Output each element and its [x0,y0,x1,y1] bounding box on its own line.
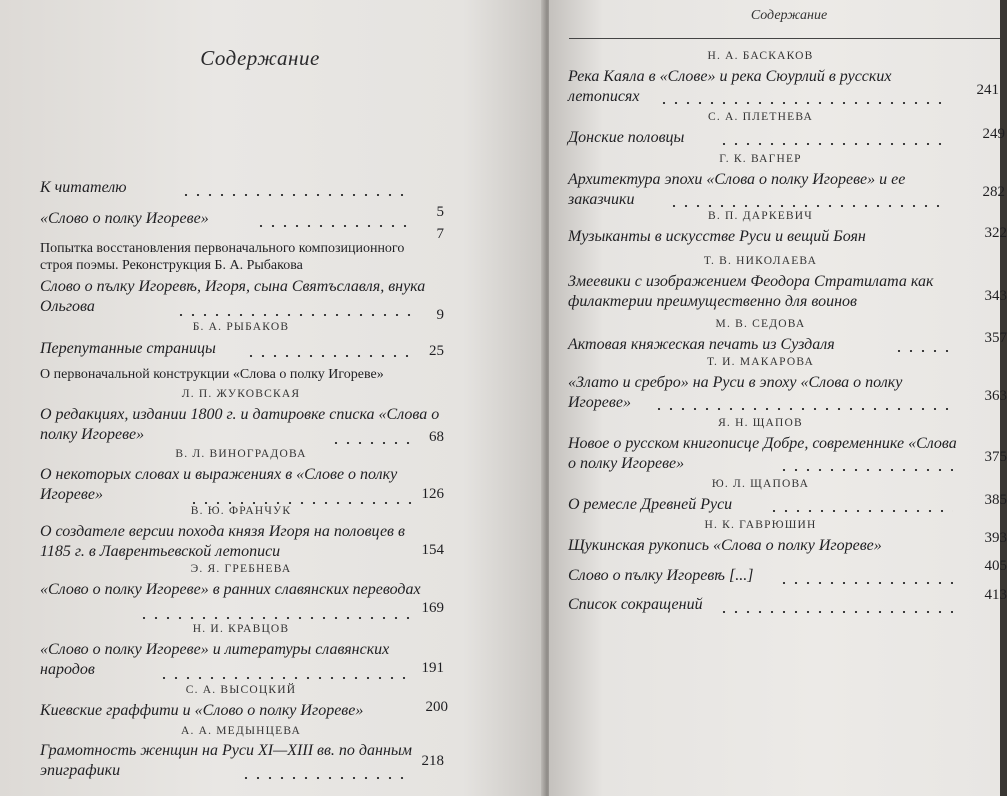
toc-entry [568,255,1007,315]
dot-leader [180,194,410,196]
page-number: 9 [436,307,444,323]
dot-leader [138,617,413,619]
page-number: 343 [984,288,1007,304]
page-number: 7 [436,226,444,242]
page-number: 5 [436,204,444,220]
dot-leader [653,408,953,410]
entry-title: Щукинская рукопись «Слова о полку Игореве» [568,537,882,554]
entry-title: Попытка восстановления первоначального композиционного строя поэмы. Реконструкция Б. А. Рыбакова [40,241,405,273]
page-number: 375 [984,449,1007,465]
dot-leader [778,469,953,471]
entry-author: М. В. СЕДОВА [715,318,806,330]
page-title: Содержание [200,46,320,70]
dot-leader [255,225,415,227]
toc-entry [40,505,442,563]
dot-leader [330,442,410,444]
page-number: 200 [425,699,448,715]
toc-entry [568,50,999,110]
entry-title: «Слово о полку Игореве» в ранних славянских переводах [40,581,421,598]
page-number: 405 [984,558,1007,574]
dot-leader [175,314,415,316]
toc-entry [568,210,1007,250]
toc-entry [568,558,1007,592]
page-number: 241 [976,82,999,98]
right-page [549,0,1007,796]
page-number: 68 [429,429,444,445]
entry-author: Я. Н. ЩАПОВ [718,417,803,429]
toc-entry [568,587,1007,621]
entry-author: Г. К. ВАГНЕР [719,153,802,165]
entry-author: Э. Я. ГРЕБНЕВА [190,563,292,575]
dot-leader [718,143,948,145]
toc-entry [568,478,1007,518]
page-number: 363 [984,388,1007,404]
entry-author: Н. И. КРАВЦОВ [192,623,290,635]
entry-title: Киевские граффити и «Слово о полку Игореве» [40,702,364,719]
entry-title: «Слово о полку Игореве» и литературы славянских народов [40,641,390,678]
page-number: 25 [429,343,444,359]
page-number: 322 [984,225,1007,241]
toc-entry [40,623,442,685]
toc-entry [568,417,1007,477]
toc-entry [40,209,444,242]
page-number: 357 [984,330,1007,346]
entry-author: Ю. Л. ЩАПОВА [711,478,810,490]
entry-author: С. А. ПЛЕТНЕВА [707,111,813,123]
toc-entry [40,366,442,386]
entry-author: Т. И. МАКАРОВА [706,356,815,368]
entry-author: Н. А. БАСКАКОВ [707,50,814,62]
entry-author: С. А. ВЫСОЦКИЙ [185,684,297,696]
entry-title: Новое о русском книгописце Добре, современнике «Слова о полку Игореве» [568,435,957,472]
entry-author: А. А. МЕДЫНЦЕВА [180,725,302,737]
entry-title: Актовая княжеская печать из Суздаля [568,336,835,353]
dot-leader [778,582,953,584]
entry-author: В. П. ДАРКЕВИЧ [708,210,813,222]
toc-entry [40,388,442,450]
entry-title: Список сокращений [568,596,703,613]
toc-entry [40,277,442,323]
entry-author: В. Ю. ФРАНЧУК [190,505,292,517]
entry-title: К читателю [40,179,127,196]
entry-title: Архитектура эпохи «Слова о полку Игореве» и ее заказчики [568,171,906,208]
toc-entry [40,240,435,278]
entry-title: О некоторых словах и выражениях в «Слове о полку Игореве» [40,466,398,503]
toc-entry [40,725,442,785]
page-number: 393 [984,530,1007,546]
dot-leader [245,355,410,357]
entry-title: Слово о пълку Игоревѣ [...] [568,567,754,584]
toc-entry [568,519,1007,559]
page-number: 282 [982,184,1005,200]
toc-entry [568,318,1007,358]
page-number: 385 [984,492,1007,508]
page-number: 126 [421,486,444,502]
entry-title: Донские половцы [568,129,685,146]
toc-entry [568,111,1005,151]
entry-title: «Слово о полку Игореве» [40,210,209,227]
page-number: 169 [421,600,444,616]
toc-entry [40,684,448,724]
dot-leader [240,777,410,779]
entry-author: Т. В. НИКОЛАЕВА [703,255,818,267]
entry-title: О создателе версии похода князя Игоря на половцев в 1185 г. в Лаврентьевской летописи [40,523,405,560]
entry-title: О первоначальной конструкции «Слова о полку Игореве» [40,367,384,382]
page-number: 191 [421,660,444,676]
page-number: 249 [982,126,1005,142]
dot-leader [768,510,953,512]
entry-author: Н. К. ГАВРЮШИН [704,519,817,531]
page-number: 218 [421,753,444,769]
entry-title: Змеевики с изображением Феодора Стратилата как филактерии преимущественно для воинов [568,273,934,310]
entry-title: Река Каяла в «Слове» и река Сюурлий в русских летописях [568,68,892,105]
entry-title: Грамотность женщин на Руси XI—XIII вв. по данным эпиграфики [40,742,412,779]
dot-leader [718,611,953,613]
running-head: Содержание [750,8,828,23]
toc-entry [40,321,442,361]
header-rule [569,38,1000,39]
dot-leader [658,102,948,104]
entry-title: О редакциях, издании 1800 г. и датировке списка «Слова о полку Игореве» [40,406,440,443]
entry-title: Перепутанные страницы [40,340,216,357]
dot-leader [158,677,413,679]
dot-leader [188,502,413,504]
entry-author: В. Л. ВИНОГРАДОВА [175,448,307,460]
dot-leader [893,350,953,352]
toc-entry [568,153,1005,213]
dot-leader [668,205,948,207]
entry-title: Музыканты в искусстве Руси и вещий Боян [568,228,866,245]
page-number: 154 [421,542,444,558]
page-number: 413 [984,587,1007,603]
entry-title: О ремесле Древней Руси [568,496,733,513]
toc-entry [568,356,1007,416]
entry-author: Л. П. ЖУКОВСКАЯ [181,388,301,400]
toc-entry [40,563,442,625]
toc-entry [40,448,442,508]
entry-title: «Злато и сребро» на Руси в эпоху «Слова о полку Игореве» [568,374,903,411]
entry-author: Б. А. РЫБАКОВ [192,321,290,333]
entry-title: Слово о пълку Игоревѣ, Игоря, сына Святъславля, внука Ольгова [40,278,426,315]
